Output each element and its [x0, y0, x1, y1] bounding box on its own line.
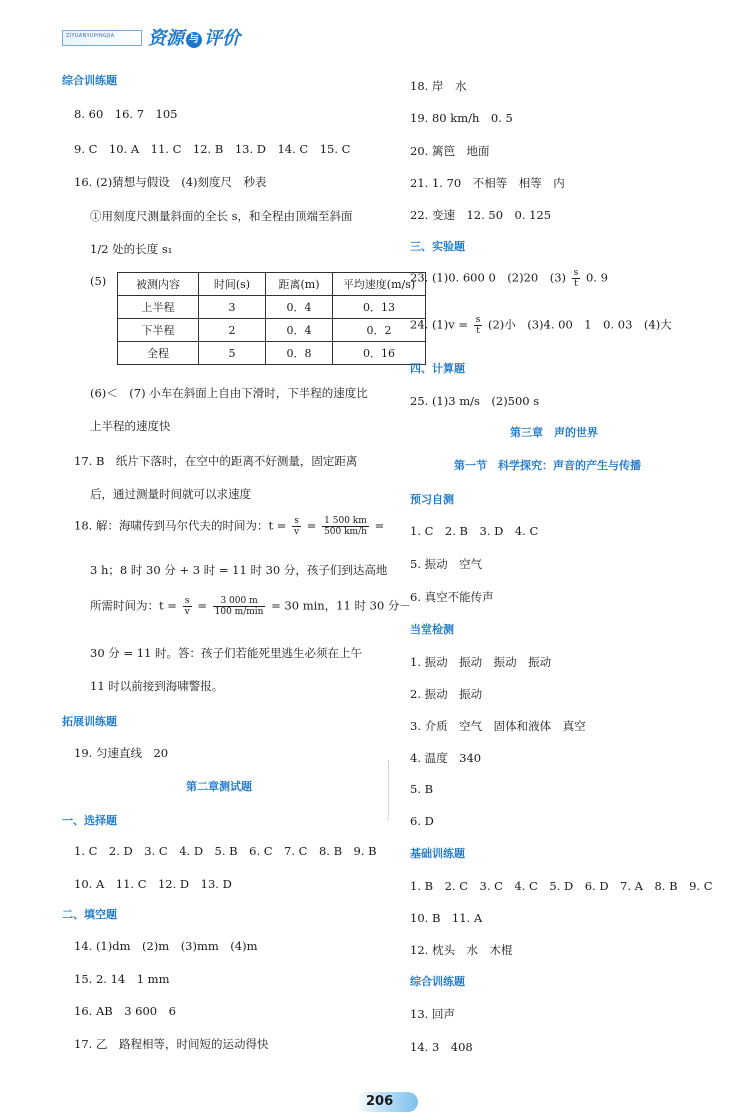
- answer-line: 30 分 = 11 时。答：孩子们若能死里逃生必须在上午: [90, 646, 363, 660]
- section-heading-zonghe: 综合训练题: [62, 74, 117, 87]
- fraction-denominator: t: [476, 326, 480, 336]
- page-number: 206: [366, 1094, 394, 1109]
- formula-text: =: [306, 518, 317, 533]
- table-row: [118, 296, 426, 319]
- fraction-numerator: 3 000 m: [213, 596, 266, 607]
- fraction-numerator: s: [292, 516, 301, 527]
- section-title: 第一节 科学探究：声音的产生与传播: [454, 459, 641, 472]
- table-cell: 上半程: [118, 296, 199, 319]
- answer-line: 1. C 2. D 3. C 4. D 5. B 6. C 7. C 8. B 9. B: [74, 844, 377, 858]
- answer-line: 17. 乙 路程相等，时间短的运动得快: [74, 1037, 269, 1051]
- answer-line: ①用刻度尺测量斜面的全长 s，和全程由顶端至斜面: [90, 209, 353, 223]
- answer-line: 18. 岸 水: [410, 79, 467, 93]
- chapter-title: 第三章 声的世界: [510, 426, 598, 439]
- answer-line: 3 h；8 时 30 分 + 3 时 = 11 时 30 分，孩子们到达高地: [90, 563, 388, 577]
- section-heading-shiyan: 三、实验题: [410, 240, 465, 253]
- section-heading-zonghe-2: 综合训练题: [410, 975, 465, 988]
- fraction: [213, 596, 266, 617]
- table-header-cell: 距离(m): [266, 273, 333, 296]
- measurement-table: [117, 272, 426, 365]
- fraction: [183, 596, 192, 617]
- answer-line: 4. 温度 340: [410, 751, 482, 765]
- section-heading-xuanze: 一、选择题: [62, 814, 117, 827]
- answer-line: 22. 变速 12. 50 0. 125: [410, 208, 552, 222]
- header-title-part2: 评价: [204, 28, 240, 49]
- fraction-numerator: s: [573, 268, 579, 278]
- fraction: [322, 516, 369, 537]
- answer-line: 15. 2. 14 1 mm: [74, 972, 170, 986]
- fraction: [292, 516, 301, 537]
- fraction: [474, 315, 483, 336]
- section-heading-yuxi: 预习自测: [410, 493, 454, 506]
- fraction-numerator: s: [183, 596, 192, 607]
- formula-text: 23. (1)0. 600 0 (2)20 (3): [410, 270, 566, 285]
- answer-line: 8. 60 16. 7 105: [74, 107, 178, 121]
- formula-text: =: [197, 598, 207, 613]
- answer-line: 5. 振动 空气: [410, 557, 483, 571]
- header-latin-text: ZIYUANYUPINGJIA: [66, 33, 115, 39]
- answer-line: 16. AB 3 600 6: [74, 1004, 176, 1018]
- answer-line: 11 时以前接到海啸警报。: [90, 679, 224, 693]
- header-title: [148, 24, 240, 50]
- formula-text: 0. 9: [585, 270, 608, 285]
- answer-line: 1. B 2. C 3. C 4. C 5. D 6. D 7. A 8. B 9. C: [410, 879, 713, 893]
- table-cell: 0．4: [266, 319, 333, 342]
- answer-line: 9. C 10. A 11. C 12. B 13. D 14. C 15. C: [74, 142, 351, 156]
- fraction-numerator: s: [475, 315, 481, 325]
- answer-line-with-formula: [74, 516, 384, 537]
- formula-text: =: [374, 518, 385, 533]
- table-header-cell: 被测内容: [118, 273, 199, 296]
- fraction-denominator: v: [294, 527, 300, 537]
- header-logo-icon: 与: [186, 32, 202, 48]
- section-heading-tiankong: 二、填空题: [62, 908, 117, 921]
- answer-line: (5): [90, 274, 107, 288]
- answer-line: 后，通过测量时间就可以求速度: [90, 487, 251, 501]
- table-cell: 0．13: [333, 296, 426, 319]
- table-header-cell: 平均速度(m/s): [333, 273, 426, 296]
- section-heading-dangtang: 当堂检测: [410, 623, 454, 636]
- formula-text: = 30 min，11 时 30 分－: [271, 598, 411, 613]
- table-cell: 0．16: [333, 342, 426, 365]
- page-header: [62, 24, 262, 50]
- table-cell: 0．8: [266, 342, 333, 365]
- answer-line-with-formula: [410, 268, 608, 289]
- answer-line: 21. 1. 70 不相等 相等 内: [410, 176, 565, 190]
- fraction-denominator: 100 m/min: [214, 607, 264, 617]
- section-heading-tuozhan: 拓展训练题: [62, 715, 117, 728]
- formula-text: (2)小 (3)4. 00 1 0. 03 (4)大: [487, 317, 672, 332]
- table-header-row: [118, 273, 426, 296]
- answer-line: 16. (2)猜想与假设 (4)刻度尺 秒表: [74, 175, 267, 189]
- answer-line: 6. 真空不能传声: [410, 590, 494, 604]
- answer-line: 20. 篱笆 地面: [410, 144, 490, 158]
- page-number-badge: [356, 1092, 418, 1112]
- answer-line: 5. B: [410, 782, 434, 796]
- answer-line: (6)＜ (7) 小车在斜面上自由下滑时，下半程的速度比: [90, 386, 368, 400]
- fraction-denominator: t: [574, 279, 578, 289]
- answer-line: 6. D: [410, 814, 434, 828]
- table-header-cell: 时间(s): [199, 273, 266, 296]
- section-heading-jisuan: 四、计算题: [410, 362, 465, 375]
- table-cell: 全程: [118, 342, 199, 365]
- section-heading-jichu: 基础训练题: [410, 847, 465, 860]
- answer-line: 10. B 11. A: [410, 911, 483, 925]
- table-cell: 下半程: [118, 319, 199, 342]
- table-row: [118, 319, 426, 342]
- table-cell: 0．4: [266, 296, 333, 319]
- fraction: [572, 268, 581, 289]
- answer-line: 1. 振动 振动 振动 振动: [410, 655, 552, 669]
- header-title-part1: 资源: [148, 28, 184, 49]
- fraction-denominator: v: [184, 607, 190, 617]
- answer-line: 10. A 11. C 12. D 13. D: [74, 877, 232, 891]
- table-cell: 5: [199, 342, 266, 365]
- answer-line: 14. 3 408: [410, 1040, 473, 1054]
- answer-line: 2. 振动 振动: [410, 687, 483, 701]
- table-cell: 0．2: [333, 319, 426, 342]
- table-cell: 2: [199, 319, 266, 342]
- answer-line: 1/2 处的长度 s₁: [90, 242, 173, 256]
- fraction-denominator: 500 km/h: [324, 527, 367, 537]
- answer-line-with-formula: [90, 596, 411, 617]
- answer-line: 13. 回声: [410, 1007, 455, 1021]
- table-row: [118, 342, 426, 365]
- answer-line: 12. 枕头 水 木棍: [410, 943, 513, 957]
- formula-text: 所需时间为：t =: [90, 598, 177, 613]
- chapter-title: 第二章测试题: [186, 780, 252, 793]
- answer-line: 19. 80 km/h 0. 5: [410, 111, 513, 125]
- answer-line-with-formula: [410, 315, 672, 336]
- formula-text: 24. (1)v =: [410, 317, 469, 332]
- answer-line: 上半程的速度快: [90, 419, 171, 433]
- column-divider: [388, 760, 389, 820]
- formula-text: 18. 解：海啸传到马尔代夫的时间为：t =: [74, 518, 287, 533]
- answer-line: 1. C 2. B 3. D 4. C: [410, 524, 539, 538]
- fraction-numerator: 1 500 km: [322, 516, 369, 527]
- answer-line: 3. 介质 空气 固体和液体 真空: [410, 719, 586, 733]
- answer-line: 19. 匀速直线 20: [74, 746, 169, 760]
- table-cell: 3: [199, 296, 266, 319]
- answer-line: 25. (1)3 m/s (2)500 s: [410, 394, 540, 408]
- answer-line: 17. B 纸片下落时，在空中的距离不好测量，固定距离: [74, 454, 358, 468]
- answer-line: 14. (1)dm (2)m (3)mm (4)m: [74, 939, 258, 953]
